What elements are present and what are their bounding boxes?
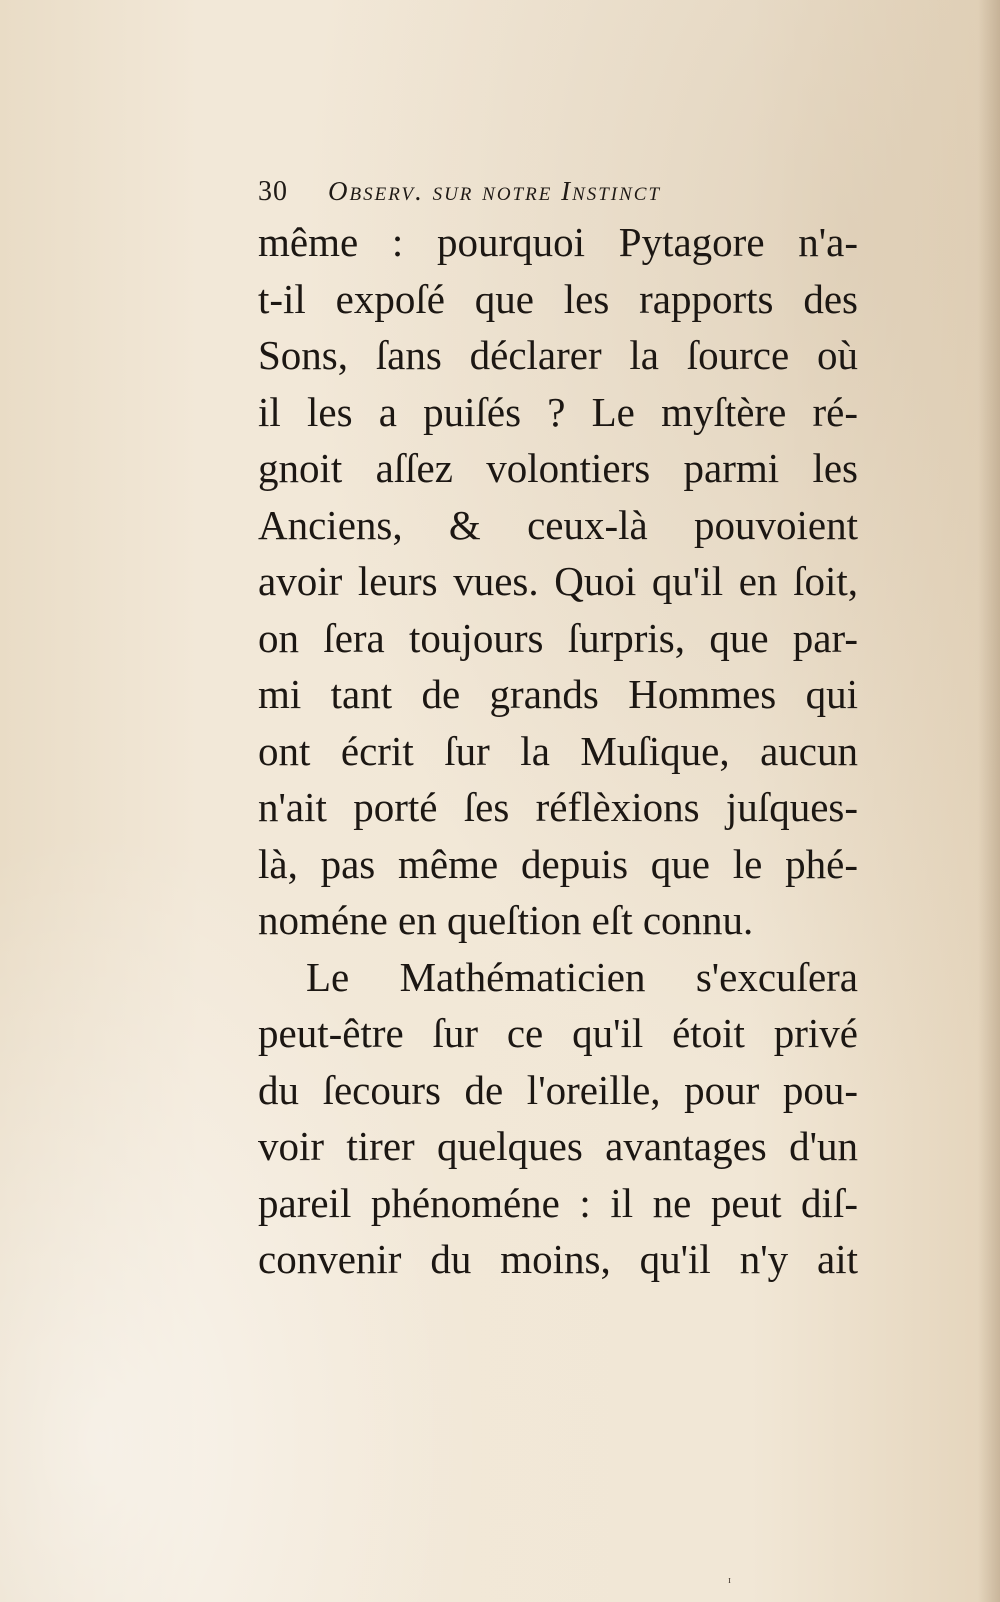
text-line: mi tant de grands Hommes qui	[258, 671, 858, 717]
text-line: il les a puiſés ? Le myſtère ré-	[258, 388, 858, 435]
text-line: convenir du moins, qu'il n'y ait	[258, 1236, 858, 1282]
text-line: du ſecours de l'oreille, pour pou-	[258, 1066, 858, 1113]
text-line: avoir leurs vues. Quoi qu'il en ſoit,	[258, 558, 858, 604]
text-line: même : pourquoi Pytagore n'a-	[258, 219, 858, 265]
text-line: là, pas même depuis que le phé-	[258, 840, 858, 887]
running-head: Observ. sur notre Instinct	[328, 176, 662, 206]
text-line: ont écrit ſur la Muſique, aucun	[258, 727, 858, 774]
text-line: noméne en queſtion eſt connu.	[258, 897, 754, 943]
text-line: gnoit aſſez volontiers parmi les	[258, 445, 858, 491]
page-edge-shadow	[978, 0, 1000, 1602]
text-line: voir tirer quelques avantages d'un	[258, 1123, 858, 1169]
signature-mark: ᶦ	[728, 1572, 731, 1592]
body-text	[258, 214, 858, 1288]
page-header	[258, 172, 818, 212]
text-line: Sons, ſans déclarer la ſource où	[258, 332, 858, 378]
text-line: n'ait porté ſes réflèxions juſques-	[258, 784, 858, 830]
text-line: t-il expoſé que les rapports des	[258, 275, 858, 322]
text-line: peut-être ſur ce qu'il étoit privé	[258, 1010, 858, 1056]
text-line: pareil phénoméne : il ne peut diſ-	[258, 1179, 858, 1226]
text-line: Le Mathématicien s'excuſera	[306, 953, 858, 1000]
page-number: 30	[258, 176, 288, 207]
text-line: Anciens, & ceux-là pouvoient	[258, 501, 858, 548]
text-line: on ſera toujours ſurpris, que par-	[258, 614, 858, 661]
